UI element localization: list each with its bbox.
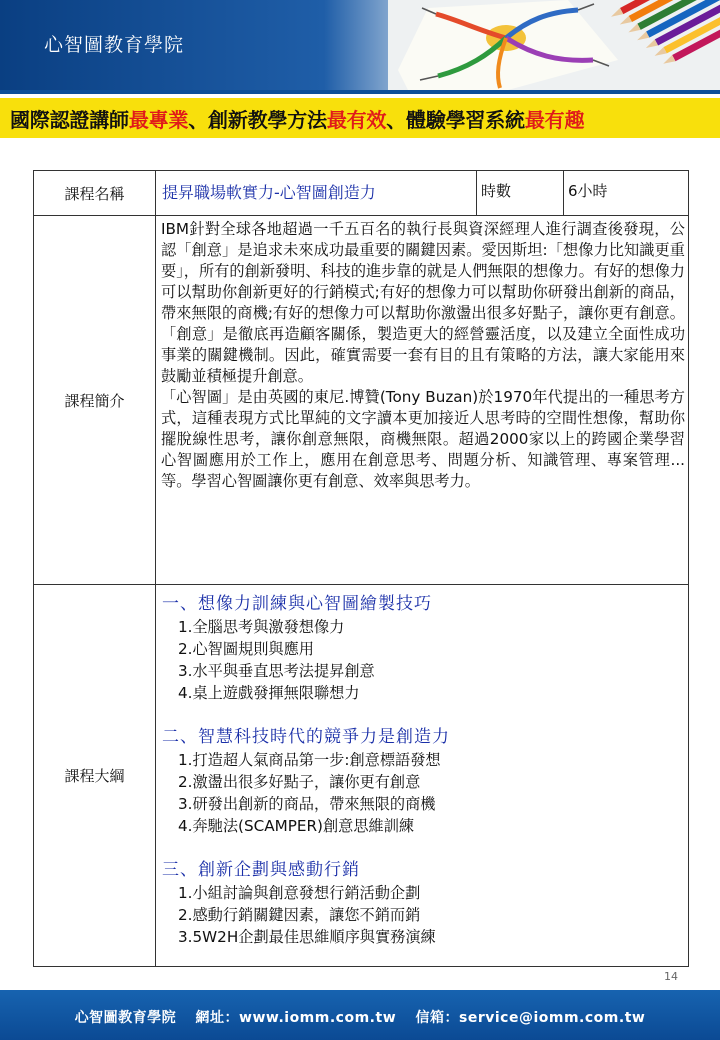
footer-website[interactable]: 網址：www.iomm.com.tw: [195, 1010, 397, 1026]
footer-org: 心智圖教育學院: [74, 1010, 177, 1026]
course-name-label: 課程名稱: [34, 171, 156, 216]
outline-item: 3.5W2H企劃最佳思維順序與實務演練: [178, 928, 436, 946]
outline-item: 1.小組討論與創意發想行銷活動企劃: [178, 884, 421, 902]
outline-section-title: 二、智慧科技時代的競爭力是創造力: [162, 727, 450, 747]
footer-email[interactable]: 信箱：service@iomm.com.tw: [415, 1010, 646, 1026]
slogan-text: [10, 104, 584, 133]
outline-section-title: 一、想像力訓練與心智圖繪製技巧: [162, 594, 432, 614]
course-outline-row: [34, 585, 689, 967]
intro-paragraph: IBM針對全球各地超過一千五百名的執行長與資深經理人進行調查後發現，公認「創意」是追求未來成功最重要的關鍵因素。愛因斯坦:「想像力比知識更重要」，所有的創新發明、科技的進步靠的就是人們無限的想像力。有好的想像力可以幫助你創新更好的行銷模式;有好的想像力可以幫助你研發出創新的商品，帶來無限的商機;有好的想像力可以幫助你激盪出很多好點子，讓你更有創意。「創意」是徹底再造顧客關係，製造更大的經營靈活度，以及建立全面性成功事業的關鍵機制。因此，確實需要一套有目的且有策略的方法，讓大家能用來鼓勵並積極提升創意。: [161, 220, 685, 385]
outline-item: 1.全腦思考與激發想像力: [178, 618, 345, 636]
slogan-part: 、創新教學方法: [188, 108, 327, 132]
course-intro-text: [156, 216, 689, 585]
outline-section-title: 三、創新企劃與感動行銷: [162, 860, 360, 880]
slogan-highlight: 最有效: [326, 108, 387, 132]
outline-item: 3.研發出創新的商品，帶來無限的商機: [178, 795, 436, 813]
course-name-value: 提昇職場軟實力-心智圖創造力: [156, 171, 477, 216]
outline-item: 2.心智圖規則與應用: [178, 640, 314, 658]
hours-value: 6小時: [564, 171, 689, 216]
footer-contact: [0, 1007, 720, 1027]
intro-paragraph: 「心智圖」是由英國的東尼.博贊(Tony Buzan)於1970年代提出的一種思考方式，這種表現方式比單純的文字讀本更加接近人思考時的空間性想像，幫助你擺脫線性思考，讓你創意無限，商機無限。超過2000家以上的跨國企業學習心智圖應用於工作上，應用在創意思考、問題分析、知識管理、專案管理...等。學習心智圖讓你更有創意、效率與思考力。: [161, 388, 685, 490]
page-number: 14: [664, 970, 678, 983]
header-banner: [0, 0, 720, 90]
slogan-part: 國際認證講師: [10, 108, 129, 132]
course-outline-label: 課程大綱: [34, 585, 156, 967]
slogan-highlight: 最有趣: [524, 108, 585, 132]
outline-item: 3.水平與垂直思考法提昇創意: [178, 662, 375, 680]
outline-item: 4.桌上遊戲發揮無限聯想力: [178, 684, 360, 702]
course-intro-label: 課程簡介: [34, 216, 156, 585]
outline-item: 2.感動行銷關鍵因素，讓您不銷而銷: [178, 906, 421, 924]
mindmap-illustration: [388, 0, 720, 90]
outline-item: 2.激盪出很多好點子，讓你更有創意: [178, 773, 421, 791]
header-divider: [0, 90, 720, 94]
outline-item: 4.奔馳法(SCAMPER)創意思維訓練: [178, 817, 415, 835]
course-intro-row: [34, 216, 689, 585]
slogan-highlight: 最專業: [128, 108, 189, 132]
brand-title: 心智圖教育學院: [44, 34, 185, 56]
footer-bar: [0, 990, 720, 1040]
course-table: [33, 170, 689, 967]
slogan-banner: [0, 98, 720, 138]
hours-label: 時數: [477, 171, 564, 216]
outline-item: 1.打造超人氣商品第一步:創意標語發想: [178, 751, 441, 769]
course-name-row: [34, 171, 689, 216]
slogan-part: 、體驗學習系統: [386, 108, 525, 132]
course-outline: [156, 585, 689, 967]
